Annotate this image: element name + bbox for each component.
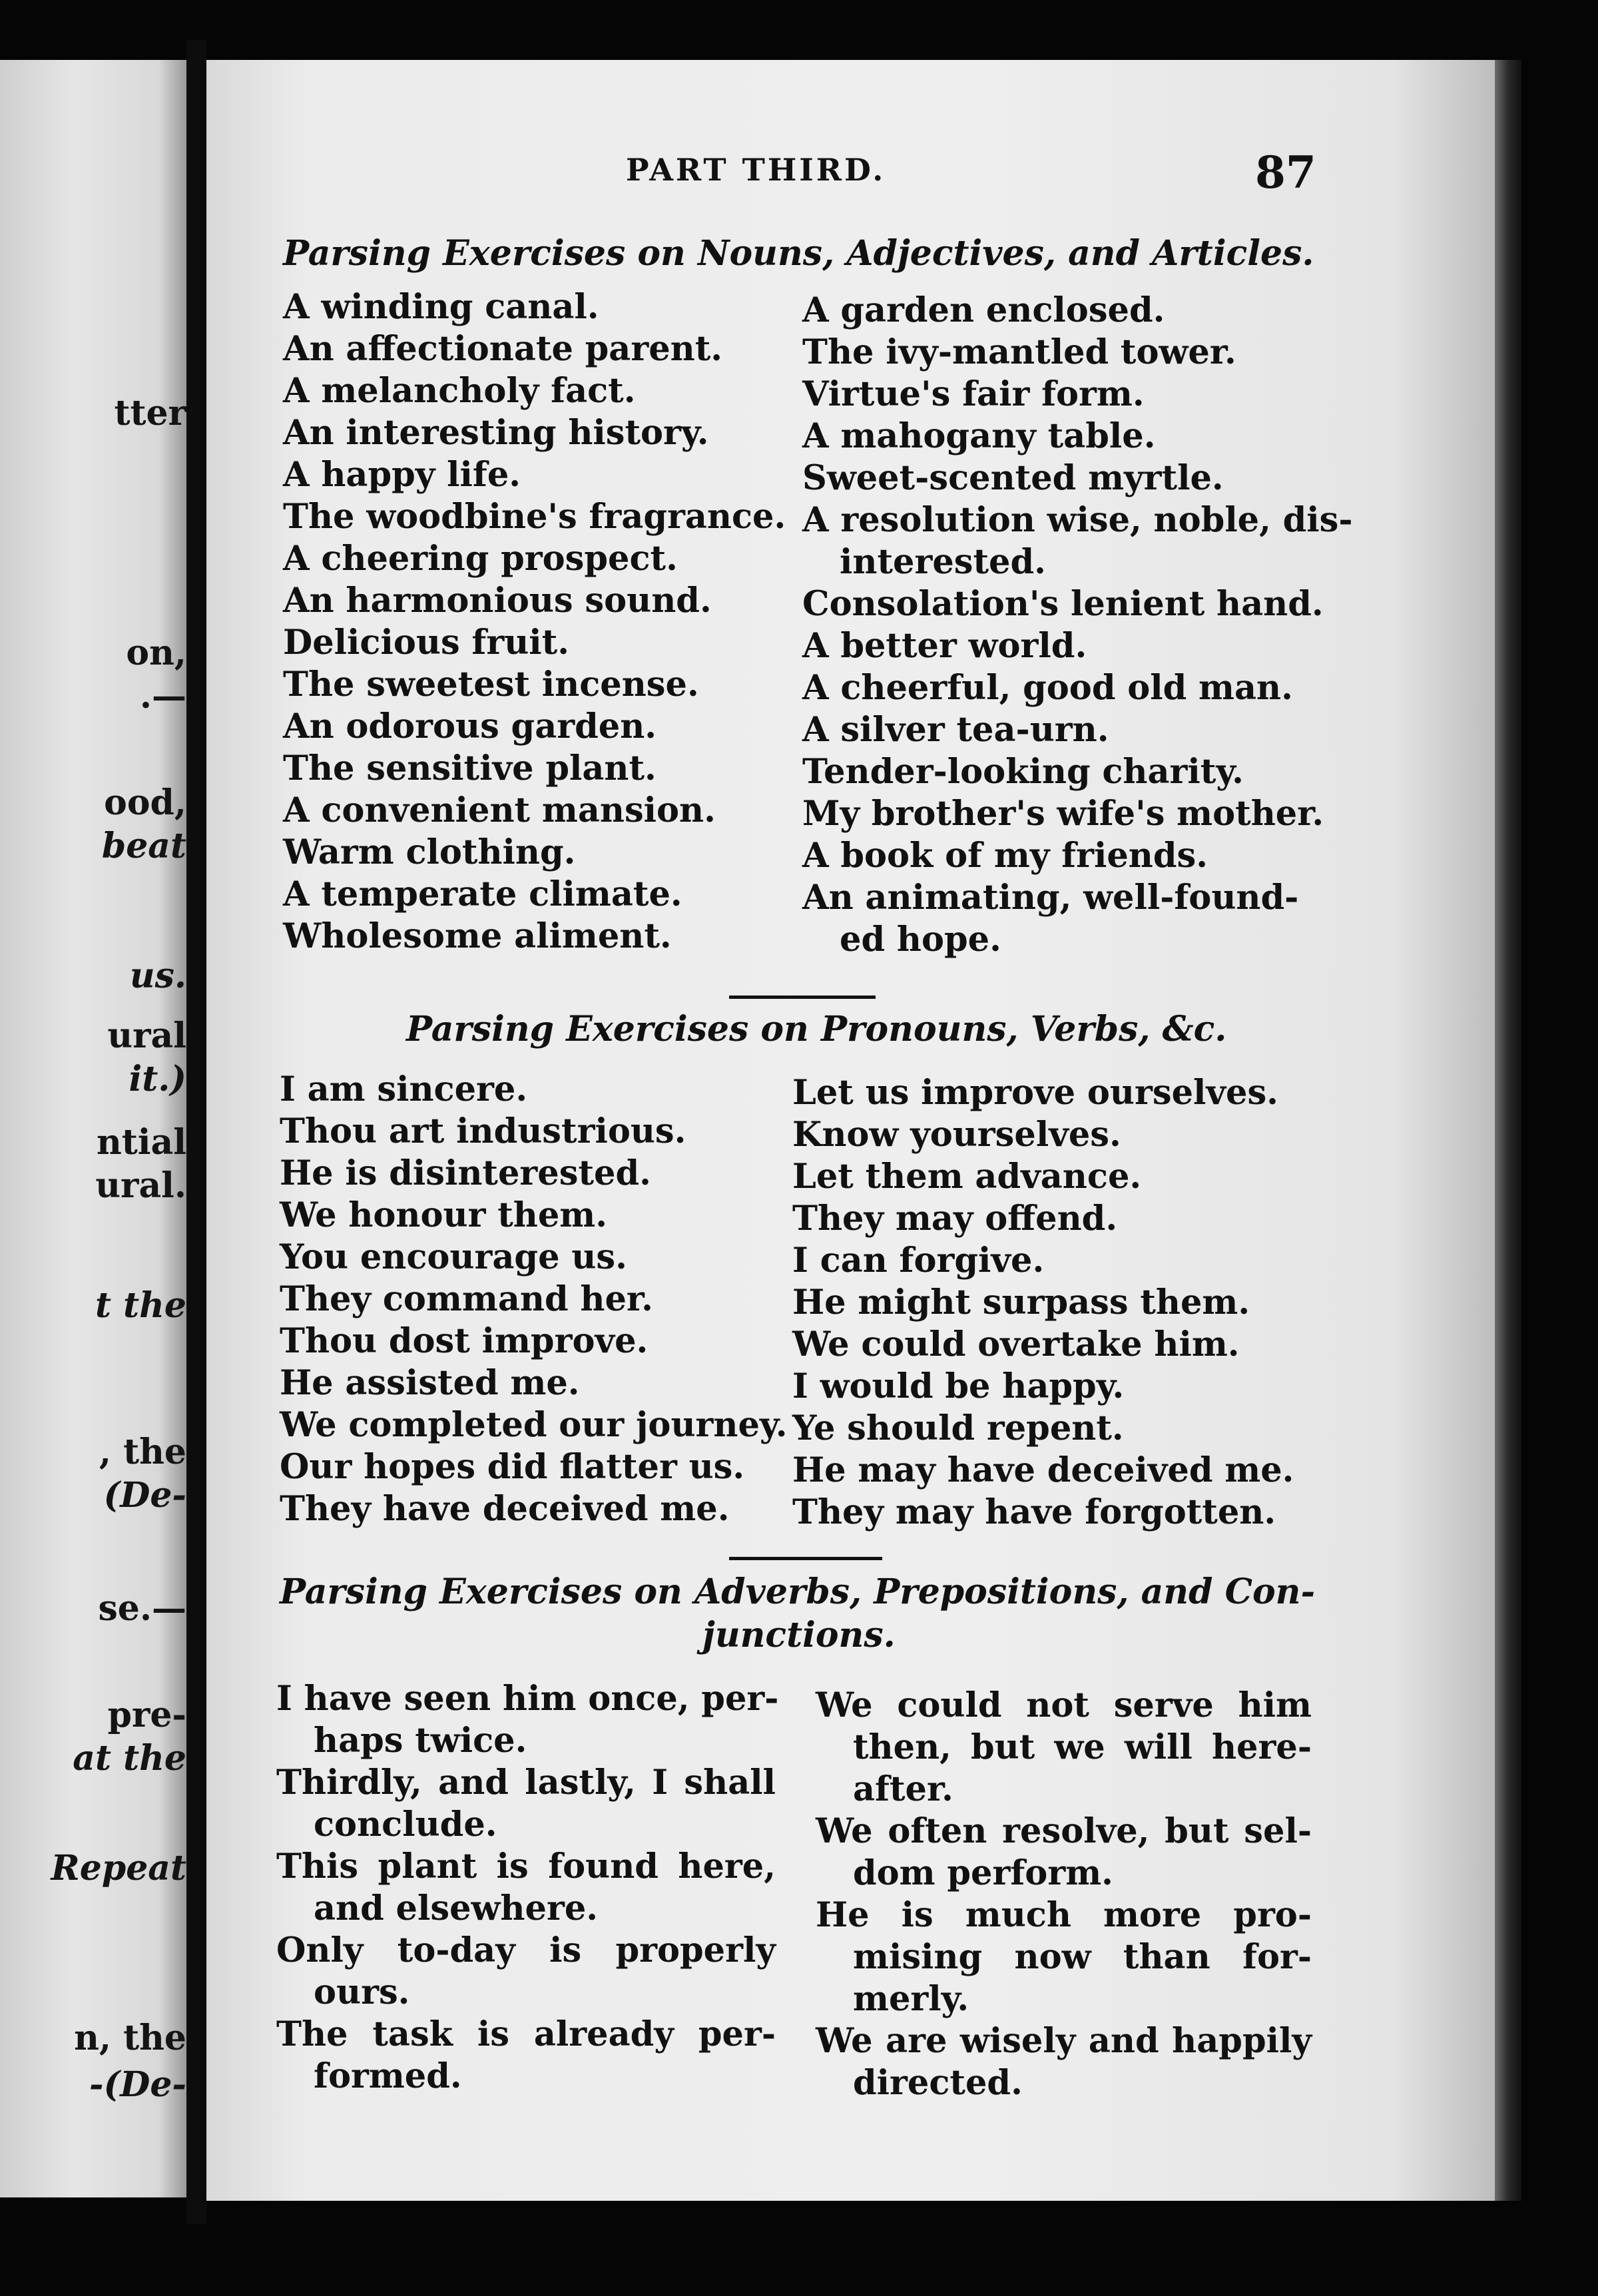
left-fragment: ntial [96, 1122, 186, 1163]
exercise-line: Let us improve ourselves. [792, 1073, 1278, 1113]
exercise-line: formed. [314, 2056, 462, 2096]
exercise-line: A book of my friends. [802, 836, 1208, 876]
section-divider [729, 1557, 882, 1560]
header-title: PART THIRD. [626, 152, 886, 188]
left-fragment: it.) [129, 1059, 186, 1099]
section-heading-adverbs [280, 1572, 1316, 1612]
exercise-line: A silver tea-urn. [802, 710, 1109, 750]
exercise-line: We often resolve, but sel- [816, 1811, 1312, 1851]
left-fragment: ural [107, 1015, 186, 1056]
exercise-line: then, but we will here- [853, 1727, 1312, 1767]
exercise-line: after. [853, 1769, 953, 1809]
exercise-line: The task is already per- [276, 2014, 776, 2054]
exercise-line: directed. [853, 2063, 1023, 2103]
exercise-line: An odorous garden. [283, 707, 657, 746]
exercise-list-adverbs-left [276, 1678, 779, 2098]
exercise-line: Thirdly, and lastly, I shall [276, 1763, 776, 1803]
exercise-list-pronouns-right [792, 1072, 1294, 1534]
exercise-line: interested. [840, 542, 1046, 582]
exercise-line: dom perform. [853, 1853, 1113, 1893]
exercise-line: ours. [314, 1972, 410, 2012]
exercise-line: My brother's wife's mother. [802, 794, 1324, 834]
exercise-line: I am sincere. [280, 1069, 528, 1109]
left-fragment: n, the [74, 2018, 186, 2058]
exercise-line: Virtue's fair form. [802, 374, 1145, 414]
exercise-line: The woodbine's fragrance. [283, 497, 786, 537]
exercise-line: Delicious fruit. [283, 623, 569, 663]
left-fragment: beat [101, 826, 186, 866]
left-fragment: tter [114, 393, 186, 433]
exercise-line: Ye should repent. [792, 1408, 1124, 1448]
exercise-line: This plant is found here, [276, 1847, 776, 1886]
page-edge-shadow [1495, 60, 1521, 2201]
exercise-line: A resolution wise, noble, dis- [802, 500, 1353, 540]
left-fragment: .— [139, 676, 186, 717]
exercise-line: Consolation's lenient hand. [802, 584, 1324, 624]
exercise-line: A mahogany table. [802, 416, 1156, 456]
exercise-line: We completed our journey. [280, 1405, 788, 1445]
exercise-line: Thou art industrious. [280, 1111, 686, 1151]
exercise-line: Only to-day is properly [276, 1930, 776, 1970]
exercise-line: Sweet-scented myrtle. [802, 458, 1224, 498]
exercise-line: He may have deceived me. [792, 1450, 1294, 1490]
left-fragment: (De- [103, 1475, 186, 1516]
left-fragment: Repeat [51, 1848, 186, 1888]
exercise-line: Thou dost improve. [280, 1321, 649, 1361]
exercise-line: The ivy-mantled tower. [802, 332, 1236, 372]
exercise-line: We honour them. [280, 1195, 608, 1235]
exercise-line: A garden enclosed. [802, 290, 1165, 330]
exercise-line: The sensitive plant. [283, 748, 657, 788]
exercise-line: A convenient mansion. [283, 790, 716, 830]
exercise-list-nouns-right [802, 290, 1353, 961]
exercise-line: Warm clothing. [283, 832, 576, 872]
exercise-line: A happy life. [283, 455, 521, 495]
exercise-line: ed hope. [840, 920, 1001, 960]
exercise-line: He is much more pro- [816, 1895, 1312, 1935]
exercise-line: We could overtake him. [792, 1324, 1240, 1364]
left-fragment: at the [73, 1738, 186, 1779]
section-heading-line: Parsing Exercises on Adverbs, Prepositions, and Con- [280, 1572, 1316, 1612]
left-fragment: se.— [98, 1588, 186, 1629]
left-fragment: us. [129, 956, 186, 996]
exercise-line: A cheerful, good old man. [802, 668, 1293, 708]
running-header [206, 146, 1495, 200]
exercise-line: We could not serve him [816, 1685, 1312, 1725]
section-divider [729, 996, 876, 999]
book-page [206, 60, 1495, 2201]
section-heading-adverbs-cont: junctions. [702, 1615, 896, 1655]
exercise-line: He might surpass them. [792, 1283, 1250, 1322]
left-fragment: -(De- [89, 2064, 186, 2105]
left-fragment: on, [126, 633, 186, 673]
exercise-line: A cheering prospect. [283, 539, 678, 579]
exercise-line: mising now than for- [853, 1937, 1312, 1977]
exercise-line: An interesting history. [283, 413, 709, 453]
exercise-line: An affectionate parent. [283, 329, 723, 369]
exercise-line: Our hopes did flatter us. [280, 1447, 745, 1487]
exercise-line: merly. [853, 1979, 969, 2019]
exercise-line: You encourage us. [280, 1237, 627, 1277]
exercise-line: He is disinterested. [280, 1153, 651, 1193]
exercise-line: haps twice. [314, 1721, 527, 1761]
previous-page-edge [0, 60, 186, 2197]
exercise-line: conclude. [314, 1805, 497, 1845]
left-fragment: t the [95, 1285, 186, 1326]
exercise-line: An animating, well-found- [802, 878, 1299, 918]
exercise-line: They may have forgotten. [792, 1492, 1276, 1532]
book-gutter [186, 40, 206, 2224]
exercise-line: I can forgive. [792, 1241, 1045, 1281]
exercise-line: Tender-looking charity. [802, 752, 1244, 792]
exercise-line: They have deceived me. [280, 1489, 730, 1529]
exercise-line: Let them advance. [792, 1157, 1142, 1197]
exercise-line: Wholesome aliment. [283, 916, 672, 956]
exercise-line: They command her. [280, 1279, 653, 1319]
exercise-list-pronouns-left [280, 1069, 787, 1530]
exercise-line: A temperate climate. [283, 874, 682, 914]
exercise-line: Know yourselves. [792, 1115, 1121, 1155]
exercise-line: I would be happy. [792, 1366, 1125, 1406]
exercise-line: The sweetest incense. [283, 665, 699, 705]
exercise-line: An harmonious sound. [283, 581, 712, 621]
exercise-line: A better world. [802, 626, 1087, 666]
exercise-line: A winding canal. [283, 287, 599, 327]
exercise-line: They may offend. [792, 1199, 1118, 1239]
exercise-line: and elsewhere. [314, 1888, 599, 1928]
section-heading-nouns: Parsing Exercises on Nouns, Adjectives, and Articles. [283, 233, 1314, 274]
left-fragment: ural. [95, 1165, 186, 1206]
exercise-line: We are wisely and happily [816, 2021, 1312, 2061]
page-number: 87 [1255, 146, 1316, 198]
exercise-line: I have seen him once, per- [276, 1679, 779, 1719]
left-fragment: pre- [107, 1695, 186, 1735]
exercise-line: A melancholy fact. [283, 371, 636, 411]
section-heading-pronouns: Parsing Exercises on Pronouns, Verbs, &c. [406, 1009, 1227, 1049]
left-fragment: , the [99, 1432, 186, 1472]
left-fragment: ood, [104, 782, 186, 823]
exercise-list-nouns-left [283, 286, 786, 958]
exercise-list-adverbs-right [816, 1685, 1312, 2104]
exercise-line: He assisted me. [280, 1363, 580, 1403]
